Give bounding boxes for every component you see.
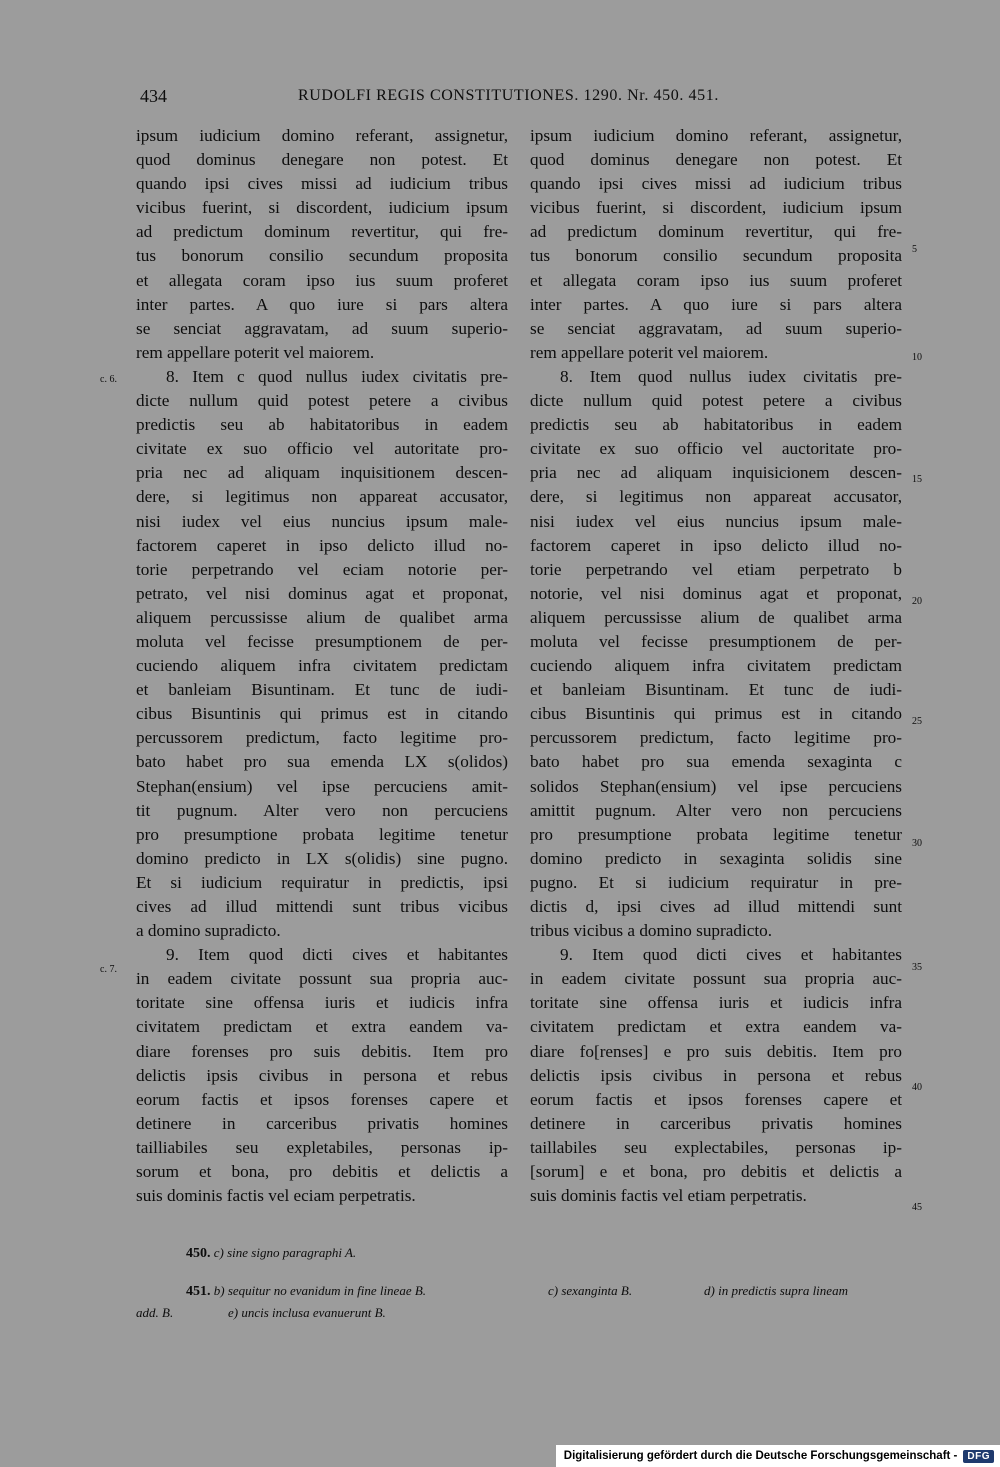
text-line: percussorem predictum, facto legitime pro-: [136, 728, 508, 748]
text-line: petrato, vel nisi dominus agat et proponat,: [136, 583, 508, 603]
text-line: inter partes. A quo iure si pars altera: [530, 294, 902, 314]
text-line: sorum et bona, pro debitis et delictis a: [136, 1162, 508, 1182]
text-line: domino predicto in LX s(olidis) sine pugno.: [136, 848, 508, 868]
footnote-451-e: e) uncis inclusa evanuerunt B.: [228, 1305, 386, 1320]
text-line: nisi iudex vel eius nuncius ipsum male-: [136, 511, 508, 531]
credit-text: Digitalisierung gefördert durch die Deutsche Forschungsgemeinschaft -: [563, 1450, 958, 1462]
text-line: civitate ex suo officio vel auctoritate pro-: [530, 439, 902, 459]
right-column-text: [530, 124, 902, 1208]
text-line: vicibus fuerint, si discordent, iudicium ipsum: [136, 198, 508, 218]
text-line: dictis d, ipsi cives ad illud mittendi sunt: [530, 897, 902, 916]
text-line: Et si iudicium requiratur in predictis, ipsi: [136, 872, 508, 892]
text-line: toritate sine offensa iuris et iudicis infra: [530, 993, 902, 1013]
text-line: predictis seu ab habitatoribus in eadem: [530, 415, 902, 435]
text-line: torie perpetrando vel etiam perpetrato b: [530, 559, 902, 579]
line-number: 20: [912, 596, 922, 607]
footnote-450: [186, 1245, 356, 1262]
text-line: ad predictum dominum revertitur, qui fre-: [530, 222, 902, 242]
text-line: cuciendo aliquem infra civitatem predictam: [136, 656, 508, 676]
text-line: delictis ipsis civibus in persona et rebus: [530, 1065, 902, 1085]
text-line: civitatem predictam et extra eandem va-: [530, 1017, 902, 1037]
text-line: inter partes. A quo iure si pars altera: [136, 294, 508, 314]
text-line: eorum factis et ipsos forenses capere et: [530, 1089, 902, 1109]
page-number: 434: [140, 86, 167, 106]
text-line: 9. Item quod dicti cives et habitantes: [560, 945, 902, 965]
running-header: [140, 86, 900, 110]
text-line: quando ipsi cives missi ad iudicium tribus: [136, 174, 508, 194]
text-line: pro presumptione probata legitime tenetur: [530, 824, 902, 844]
text-line: taillabiles seu explectabiles, personas ip-: [530, 1137, 902, 1157]
line-number: 45: [912, 1202, 922, 1213]
text-line: 9. Item quod dicti cives et habitantes: [166, 945, 508, 965]
text-line: torie perpetrando vel eciam notorie per-: [136, 559, 508, 579]
text-line: notorie, vel nisi dominus agat et proponat,: [530, 583, 902, 603]
footnote-451-d-cont: add. B.: [136, 1305, 174, 1320]
text-line: dere, si legitimus non appareat accusator,: [136, 487, 508, 507]
text-line: diare fo[renses] e pro suis debitis. Item pro: [530, 1041, 902, 1061]
text-line: tit pugnum. Alter vero non percuciens: [136, 800, 508, 820]
text-line: in eadem civitate possunt sua propria auc-: [136, 969, 508, 989]
text-line: cuciendo aliquem infra civitatem predictam: [530, 656, 902, 676]
margin-note-c6: c. 6.: [100, 374, 117, 385]
text-line: ipsum iudicium domino referant, assignetur,: [530, 126, 902, 145]
text-line: cibus Bisuntinis qui primus est in citando: [530, 704, 902, 724]
text-line: solidos Stephan(ensium) vel ipse percuciens: [530, 776, 902, 796]
text-line: et allegata coram ipso ius suum proferet: [530, 270, 902, 290]
text-line: moluta vel fecisse presumptionem de per-: [136, 631, 508, 651]
line-number: 10: [912, 352, 922, 363]
text-line: et allegata coram ipso ius suum proferet: [136, 270, 508, 290]
text-line: tus bonorum consilio secundum proposita: [530, 246, 902, 266]
text-line: quod dominus denegare non potest. Et: [136, 150, 508, 170]
text-line: pro presumptione probata legitime tenetur: [136, 824, 508, 844]
text-line: Stephan(ensium) vel ipse percuciens amit-: [136, 776, 508, 796]
line-number: 25: [912, 716, 922, 727]
dfg-logo: DFG: [963, 1450, 994, 1463]
text-line: civitate ex suo officio vel autoritate pro-: [136, 439, 508, 459]
text-line: tus bonorum consilio secundum proposita: [136, 246, 508, 266]
text-line: dere, si legitimus non appareat accusator,: [530, 487, 902, 507]
line-number: 5: [912, 244, 917, 255]
text-line: pugno. Et si iudicium requiratur in pre-: [530, 872, 902, 892]
text-line: detinere in carceribus privatis homines: [530, 1113, 902, 1133]
text-line: amittit pugnum. Alter vero non percuciens: [530, 800, 902, 820]
text-line: suis dominis factis vel eciam perpetratis.: [136, 1186, 416, 1206]
footnote-451-d: d) in predictis supra lineam: [704, 1283, 848, 1298]
text-line: tribus vicibus a domino supradicto.: [530, 921, 773, 941]
footnote-text: c) sine signo paragraphi A.: [213, 1245, 357, 1260]
text-line: factorem caperet in ipso delicto illud no-: [136, 535, 508, 555]
text-line: moluta vel fecisse presumptionem de per-: [530, 631, 902, 651]
text-line: 8. Item c quod nullus iudex civitatis pre-: [166, 366, 508, 386]
footnote-number: 451.: [186, 1284, 211, 1299]
text-line: eorum factis et ipsos forenses capere et: [136, 1089, 508, 1109]
text-line: toritate sine offensa iuris et iudicis infra: [136, 993, 508, 1013]
text-line: predictis seu ab habitatoribus in eadem: [136, 415, 508, 435]
left-column-text: [136, 124, 508, 1208]
text-line: bato habet pro sua emenda LX s(olidos): [136, 752, 508, 772]
line-number: 40: [912, 1082, 922, 1093]
text-line: percussorem predictum, facto legitime pro-: [530, 728, 902, 748]
line-number: 35: [912, 962, 922, 973]
footnote-number: 450.: [186, 1246, 211, 1261]
text-line: et banleiam Bisuntinam. Et tunc de iudi-: [530, 680, 902, 700]
text-line: pria nec ad aliquam inquisicionem descen-: [530, 463, 902, 483]
text-line: dicte nullum quid potest petere a civibus: [530, 391, 902, 411]
text-line: quod dominus denegare non potest. Et: [530, 150, 902, 170]
footnote-451-c: c) sexanginta B.: [548, 1283, 633, 1298]
text-line: ipsum iudicium domino referant, assignetur,: [136, 126, 508, 145]
text-line: rem appellare poterit vel maiorem.: [530, 342, 769, 362]
text-line: in eadem civitate possunt sua propria auc-: [530, 969, 902, 989]
line-number: 30: [912, 838, 922, 849]
funding-credit: [556, 1445, 1000, 1467]
text-line: ad predictum dominum revertitur, qui fre-: [136, 222, 508, 242]
text-line: bato habet pro sua emenda sexaginta c: [530, 752, 902, 772]
running-title: RUDOLFI REGIS CONSTITUTIONES. 1290. Nr. 450. 451.: [298, 87, 719, 104]
text-line: se senciat aggravatam, ad suum superio-: [530, 318, 902, 338]
text-line: pria nec ad aliquam inquisitionem descen-: [136, 463, 508, 483]
text-line: suis dominis factis vel etiam perpetratis.: [530, 1186, 807, 1206]
footnote-451: [186, 1283, 426, 1300]
text-line: a domino supradicto.: [136, 921, 281, 941]
line-number: 15: [912, 474, 922, 485]
margin-note-c7: c. 7.: [100, 964, 117, 975]
text-line: aliquem percussisse alium de qualibet arma: [530, 607, 902, 627]
footnote-text: b) sequitur no evanidum in fine lineae B.: [213, 1283, 427, 1298]
text-line: quando ipsi cives missi ad iudicium tribus: [530, 174, 902, 194]
text-line: detinere in carceribus privatis homines: [136, 1113, 508, 1133]
text-line: nisi iudex vel eius nuncius ipsum male-: [530, 511, 902, 531]
text-line: [sorum] e et bona, pro debitis et delictis a: [530, 1162, 902, 1182]
text-line: tailliabiles seu expletabiles, personas ip-: [136, 1137, 508, 1157]
text-line: civitatem predictam et extra eandem va-: [136, 1017, 508, 1037]
text-line: 8. Item quod nullus iudex civitatis pre-: [560, 366, 902, 386]
text-line: aliquem percussisse alium de qualibet arma: [136, 607, 508, 627]
text-line: domino predicto in sexaginta solidis sine: [530, 848, 902, 868]
text-line: se senciat aggravatam, ad suum superio-: [136, 318, 508, 338]
text-line: et banleiam Bisuntinam. Et tunc de iudi-: [136, 680, 508, 700]
text-line: rem appellare poterit vel maiorem.: [136, 342, 375, 362]
text-line: diare forenses pro suis debitis. Item pro: [136, 1041, 508, 1061]
text-line: vicibus fuerint, si discordent, iudicium ipsum: [530, 198, 902, 218]
text-line: cives ad illud mittendi sunt tribus vicibus: [136, 897, 508, 916]
text-line: dicte nullum quid potest petere a civibus: [136, 391, 508, 411]
text-line: factorem caperet in ipso delicto illud no-: [530, 535, 902, 555]
text-line: cibus Bisuntinis qui primus est in citando: [136, 704, 508, 724]
text-line: delictis ipsis civibus in persona et rebus: [136, 1065, 508, 1085]
